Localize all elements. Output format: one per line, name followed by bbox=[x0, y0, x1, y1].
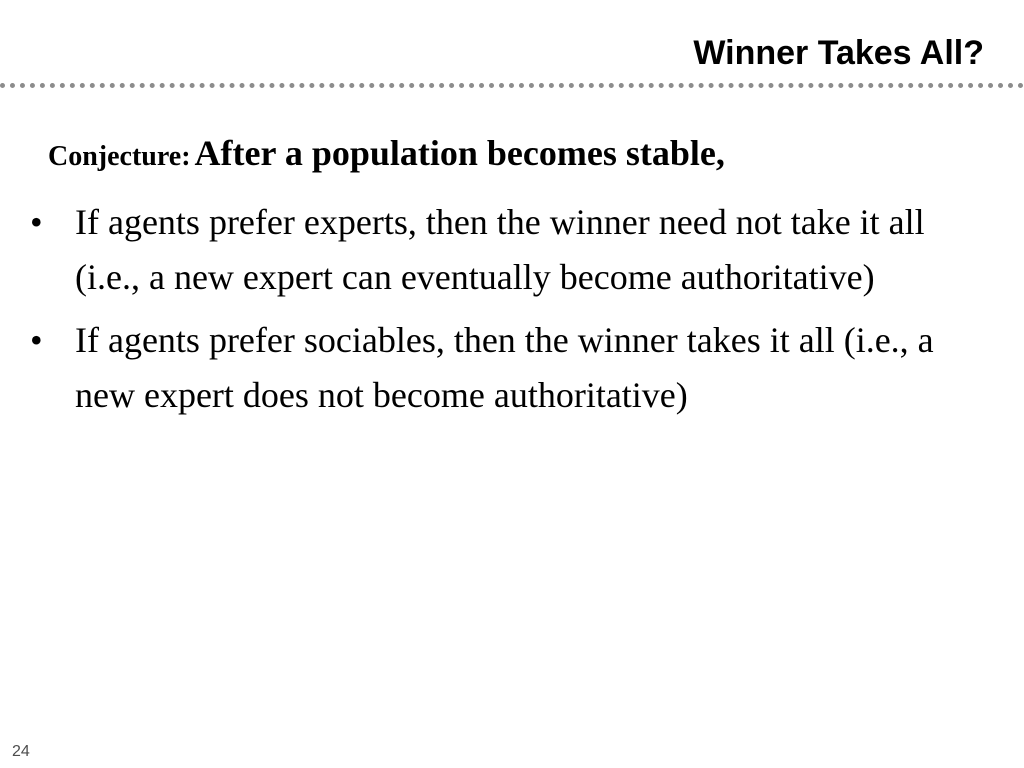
bullet-text: If agents prefer sociables, then the winner takes it all (i.e., a new expert does not become authoritative) bbox=[75, 320, 934, 415]
bullet-icon: • bbox=[30, 202, 43, 242]
slide-title: Winner Takes All? bbox=[693, 34, 984, 72]
bullet-icon: • bbox=[30, 320, 43, 360]
title-divider bbox=[0, 83, 1024, 88]
bullet-item-sociables bbox=[28, 313, 958, 423]
conjecture-line bbox=[48, 132, 725, 175]
bullet-item-experts bbox=[28, 195, 958, 305]
conjecture-text: After a population becomes stable, bbox=[194, 133, 725, 173]
page-number: 24 bbox=[12, 743, 30, 760]
bullet-text: If agents prefer experts, then the winner need not take it all (i.e., a new expert can eventually become authoritative) bbox=[75, 202, 925, 297]
conjecture-label: Conjecture: bbox=[48, 141, 191, 172]
bullet-list bbox=[28, 195, 958, 431]
